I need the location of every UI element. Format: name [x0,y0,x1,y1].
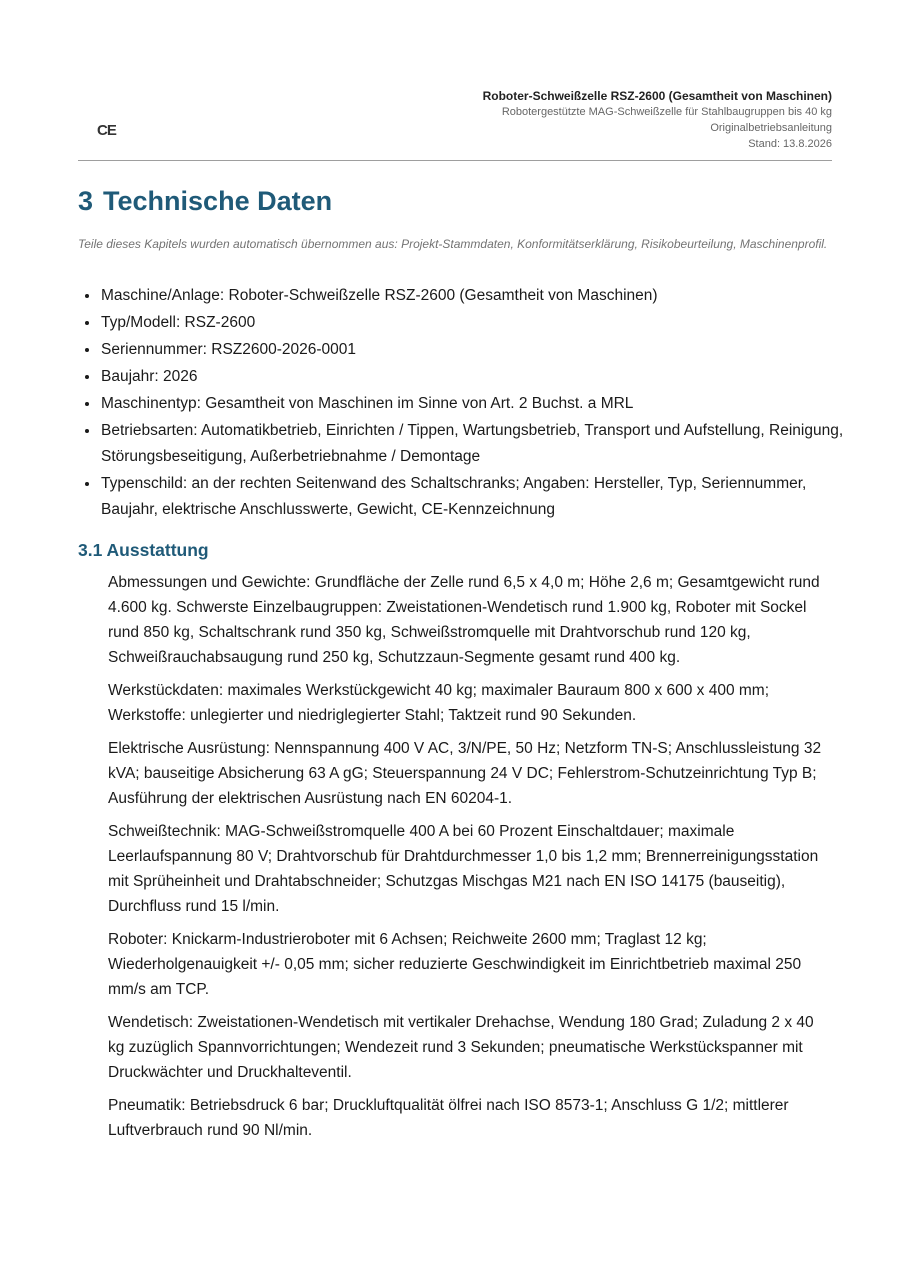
document-page [78,0,844,1139]
ce-mark-logo: CE [97,122,116,139]
list-item: Typ/Modell: RSZ-2600 [101,310,855,336]
paragraph-pneumatics: Pneumatik: Betriebsdruck 6 bar; Druckluftqualität ölfrei nach ISO 8573-1; Anschluss G 1/2; mittlerer Luftverbrauch rund 90 Nl/min. [108,1097,789,1139]
list-item: Betriebsarten: Automatikbetrieb, Einrichten / Tippen, Wartungsbetrieb, Transport und Aufstellung, Reinigung, Störungsbeseitigung, Außerbetriebnahme / Demontage [101,418,855,470]
list-item: Seriennummer: RSZ2600-2026-0001 [101,337,855,363]
header-subtitle: Robotergestützte MAG-Schweißzelle für Stahlbaugruppen bis 40 kg [501,106,832,118]
header-date: Stand: 13.8.2026 [748,138,832,150]
import-note: Teile dieses Kapitels wurden automatisch übernommen aus: Projekt-Stammdaten, Konformitätserklärung, Risikobeurteilung, Maschinenprofil. [78,237,828,251]
header-doc-type: Originalbetriebsanleitung [710,122,832,134]
paragraph-welding: Schweißtechnik: MAG-Schweißstromquelle 400 A bei 60 Prozent Einschaltdauer; maximale Leerlaufspannung 80 V; Drahtvorschub für Drahtdurchmesser 1,0 bis 1,2 mm; Brennerreinigungsstation mit Sprüheinheit und Drahtabschneider; Schutzgas Mischgas M21 nach EN ISO 14175 (bauseitig), Durchfluss rund 15 l/min. [108,823,819,915]
header-title: Roboter-Schweißzelle RSZ-2600 (Gesamtheit von Maschinen) [482,89,832,103]
list-item: Maschine/Anlage: Roboter-Schweißzelle RSZ-2600 (Gesamtheit von Maschinen) [101,283,855,309]
list-item: Baujahr: 2026 [101,364,855,390]
page-header [78,0,832,161]
header-text-block [483,88,832,152]
machine-data-list [78,283,855,524]
paragraph-turntable: Wendetisch: Zweistationen-Wendetisch mit vertikaler Drehachse, Wendung 180 Grad; Zuladung 2 x 40 kg zuzüglich Spannvorrichtungen; Wendezeit rund 3 Sekunden; pneumatische Werkstückspanner mit Druckwächter und Druckhalteventil. [108,1014,814,1081]
subsection-heading: 3.1 Ausstattung [78,540,209,560]
list-item: Maschinentyp: Gesamtheit von Maschinen im Sinne von Art. 2 Buchst. a MRL [101,391,855,417]
paragraph-robot: Roboter: Knickarm-Industrieroboter mit 6 Achsen; Reichweite 2600 mm; Traglast 12 kg; Wiederholgenauigkeit +/- 0,05 mm; sicher reduzierte Geschwindigkeit im Einrichtbetrieb maximal 250 mm/s am TCP. [108,931,802,998]
list-item: Typenschild: an der rechten Seitenwand des Schaltschranks; Angaben: Hersteller, Typ, Seriennummer, Baujahr, elektrische Anschlusswerte, Gewicht, CE-Kennzeichnung [101,471,855,523]
paragraph-workpiece: Werkstückdaten: maximales Werkstückgewicht 40 kg; maximaler Bauraum 800 x 600 x 400 mm; Werkstoffe: unlegierter und niedriglegierter Stahl; Taktzeit rund 90 Sekunden. [108,682,770,724]
paragraph-dimensions: Abmessungen und Gewichte: Grundfläche der Zelle rund 6,5 x 4,0 m; Höhe 2,6 m; Gesamtgewicht rund 4.600 kg. Schwerste Einzelbaugruppen: Zweistationen-Wendetisch rund 1.900 kg, Roboter mit Sockel rund 850 kg, Schaltschrank rund 350 kg, Schweißstromquelle mit Drahtvorschub rund 120 kg, Schweißrauchabsaugung rund 250 kg, Schutzzaun-Segmente gesamt rund 400 kg. [108,574,820,666]
paragraph-electrical: Elektrische Ausrüstung: Nennspannung 400 V AC, 3/N/PE, 50 Hz; Netzform TN-S; Anschlussleistung 32 kVA; bauseitige Absicherung 63 A gG; Steuerspannung 24 V DC; Fehlerstrom-Schutzeinrichtung Typ B; Ausführung der elektrischen Ausrüstung nach EN 60204-1. [108,740,822,807]
section-title: Technische Daten [103,186,333,216]
section-number: 3 [78,186,94,216]
section-heading [78,184,332,218]
equipment-paragraphs [108,570,834,1151]
